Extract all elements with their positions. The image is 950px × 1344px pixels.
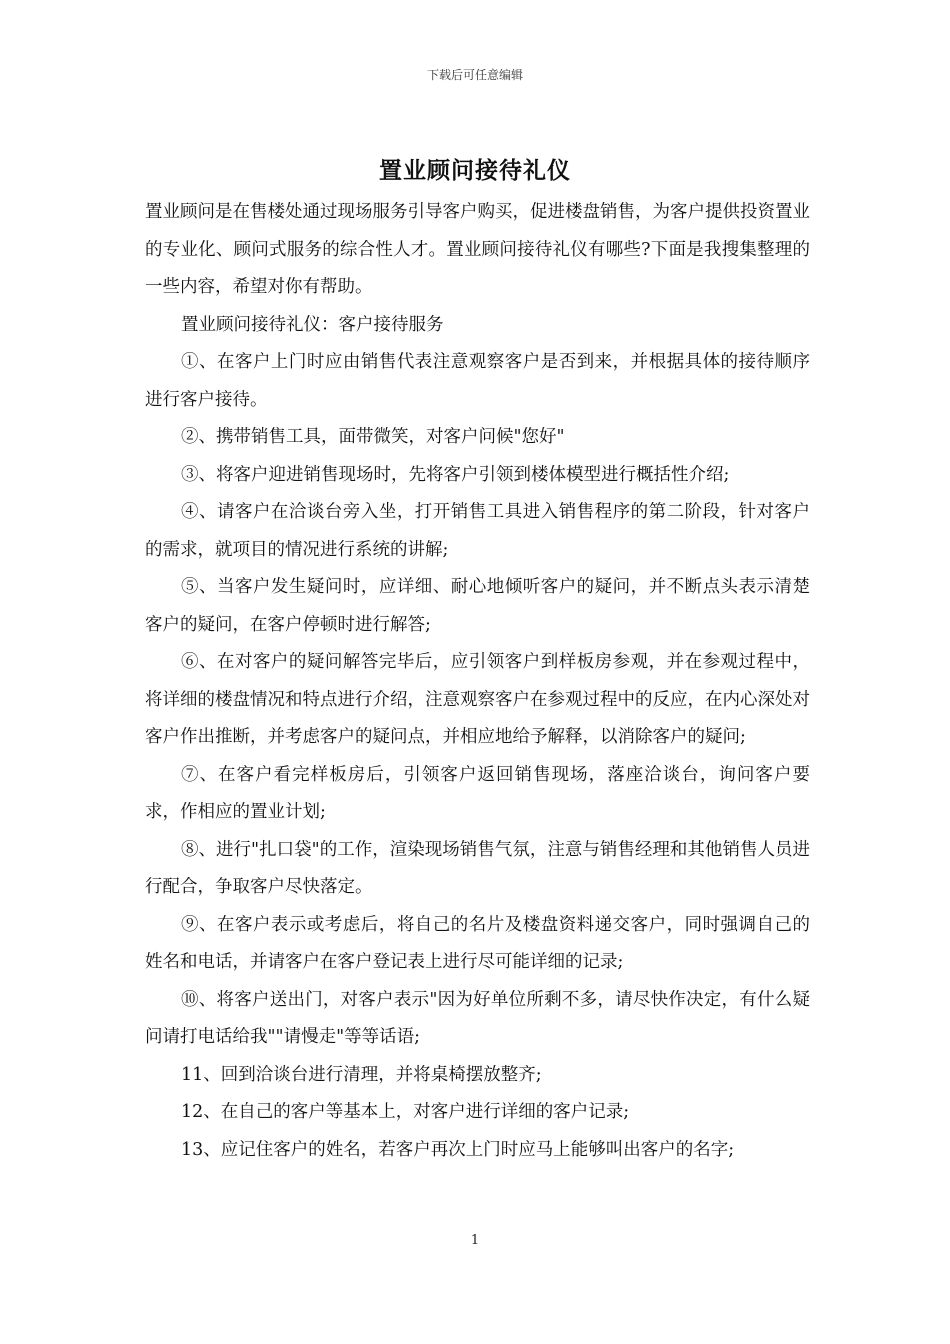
list-item: ①、在客户上门时应由销售代表注意观察客户是否到来，并根据具体的接待顺序进行客户接待。 xyxy=(145,352,810,410)
document-title: 置业顾问接待礼仪 xyxy=(379,157,571,184)
list-item: 11、回到洽谈台进行清理，并将桌椅摆放整齐; xyxy=(181,1064,542,1085)
section-heading: 置业顾问接待礼仪：客户接待服务 xyxy=(181,314,444,335)
list-item: ⑦、在客户看完样板房后，引领客户返回销售现场，落座洽谈台，询问客户要求，作相应的置业计划; xyxy=(145,764,810,822)
list-item: ⑧、进行"扎口袋"的工作，渲染现场销售气氛，注意与销售经理和其他销售人员进行配合，争取客户尽快落定。 xyxy=(145,839,810,897)
list-item: ②、携带销售工具，面带微笑，对客户问候"您好" xyxy=(181,427,565,447)
intro-paragraph: 置业顾问是在售楼处通过现场服务引导客户购买，促进楼盘销售，为客户提供投资置业的专业化、顾问式服务的综合性人才。置业顾问接待礼仪有哪些?下面是我搜集整理的一些内容，希望对你有帮助。 xyxy=(145,202,810,297)
list-item: 13、应记住客户的姓名，若客户再次上门时应马上能够叫出客户的名字; xyxy=(181,1139,735,1160)
list-item: 12、在自己的客户等基本上，对客户进行详细的客户记录; xyxy=(181,1102,630,1122)
list-item: ⑤、当客户发生疑问时，应详细、耐心地倾听客户的疑问，并不断点头表示清楚客户的疑问，在客户停顿时进行解答; xyxy=(145,577,810,635)
list-item: ③、将客户迎进销售现场时，先将客户引领到楼体模型进行概括性介绍; xyxy=(181,464,730,485)
page-header-note: 下载后可任意编辑 xyxy=(426,68,523,82)
list-item: ⑩、将客户送出门，对客户表示"因为好单位所剩不多，请尽快作决定，有什么疑问请打电话给我""请慢走"等等话语; xyxy=(145,989,810,1047)
list-item: ④、请客户在洽谈台旁入坐，打开销售工具进入销售程序的第二阶段，针对客户的需求，就项目的情况进行系统的讲解; xyxy=(145,502,810,560)
list-item: ⑨、在客户表示或考虑后，将自己的名片及楼盘资料递交客户，同时强调自己的姓名和电话，并请客户在客户登记表上进行尽可能详细的记录; xyxy=(145,914,810,972)
list-item: ⑥、在对客户的疑问解答完毕后，应引领客户到样板房参观，并在参观过程中，将详细的楼盘情况和特点进行介绍，注意观察客户在参观过程中的反应，在内心深处对客户作出推断，并考虑客户的疑问点，并相应地给予解释，以消除客户的疑问; xyxy=(145,652,810,747)
document-body xyxy=(145,194,810,1169)
page-number: 1 xyxy=(470,1233,480,1248)
